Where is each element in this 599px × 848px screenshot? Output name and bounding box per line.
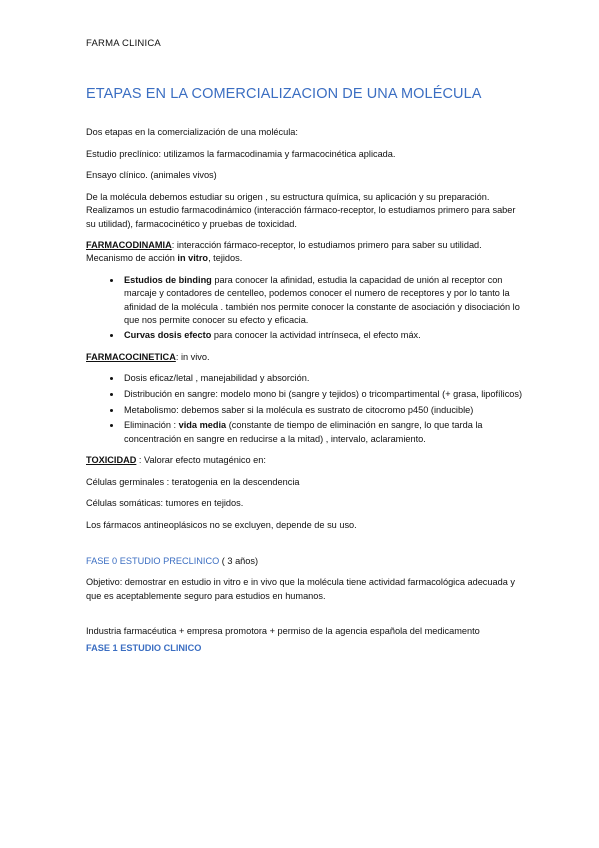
farmacodinamia-text: : interacción fármaco-receptor, lo estudiamos primero para saber su utilidad. Mecanismo de acción: [86, 240, 482, 264]
list-item-text: para conocer la actividad intrínseca, el efecto máx.: [211, 330, 421, 341]
paragraph-ensayo: Ensayo clínico. (animales vivos): [86, 170, 217, 181]
list-item: • Distribución en sangre: modelo mono bi (sangre y tejidos) o tricompartimental (+ grasa, lipofílicos): [122, 388, 526, 401]
paragraph-somaticas: Células somáticas: tumores en tejidos.: [86, 498, 244, 509]
heading-fase-0: [86, 555, 526, 568]
farmacocinetica-list: [86, 372, 526, 446]
fase-0-label: FASE 0 ESTUDIO PRECLINICO: [86, 555, 220, 566]
farmacodinamia-list: [86, 274, 526, 343]
list-item: • Metabolismo: debemos saber si la molécula es sustrato de citocromo p450 (inducible): [122, 404, 526, 417]
list-item: [122, 274, 526, 327]
paragraph-farmacodinamia: [86, 239, 526, 265]
farmacodinamia-text-end: , tejidos.: [208, 253, 243, 264]
document-body: [86, 126, 526, 664]
fase-0-duration: ( 3 años): [219, 555, 259, 566]
list-item-bold: Estudios de binding: [124, 275, 212, 286]
paragraph-molecula: De la molécula debemos estudiar su origen , su estructura química, su aplicación y su preparación. Realizamos un estudio farmacodinámico (interacción fármaco-receptor, lo estudiamos primero para saber su utilidad), farmacocinético y pruebas de toxicidad.: [86, 192, 516, 229]
list-item: • Dosis eficaz/letal , manejabilidad y absorción.: [122, 372, 526, 385]
paragraph-farmacocinetica: [86, 351, 526, 364]
list-item-bold: Curvas dosis efecto: [124, 330, 212, 341]
term-farmacocinetica: FARMACOCINETICA: [86, 351, 176, 362]
heading-fase-1: FASE 1 ESTUDIO CLINICO: [86, 643, 202, 654]
paragraph-intro: Dos etapas en la comercialización de una molécula:: [86, 127, 298, 137]
list-item-text: para conocer la afinidad, estudia la capacidad de unión al receptor con marcaje y contadores de centelleo, podemos conocer el numero de receptores y por lo tanto la afinidad de la molécula . también nos permite conocer la constante de asociación y disociación lo que nos permite conocer su efecto y eficacia.: [124, 275, 520, 325]
paragraph-antineoplasicos: Los fármacos antineoplásicos no se excluyen, depende de su uso.: [86, 519, 357, 530]
list-item-bold: vida media: [178, 420, 227, 431]
list-item-text: (constante de tiempo de eliminación en sangre, lo que tarda la concentración en sangre en reducirse a la mitad) , intervalo, aclaramiento.: [124, 420, 483, 444]
list-item: [122, 419, 526, 445]
term-toxicidad: TOXICIDAD: [86, 454, 137, 465]
paragraph-objetivo: Objetivo: demostrar en estudio in vitro e in vivo que la molécula tiene actividad farmacológica adecuada y que es aceptablemente seguro para estudios en humanos.: [86, 577, 515, 601]
paragraph-toxicidad: [86, 454, 526, 467]
paragraph-preclinico: Estudio preclínico: utilizamos la farmacodinamia y farmacocinética aplicada.: [86, 148, 396, 159]
paragraph-industria: Industria farmacéutica + empresa promotora + permiso de la agencia española del medicamento: [86, 626, 480, 637]
term-farmacodinamia: FARMACODINAMIA: [86, 240, 172, 251]
toxicidad-text: : Valorar efecto mutagénico en:: [136, 454, 266, 465]
list-item: [122, 329, 526, 342]
farmacocinetica-text: : in vivo.: [175, 351, 210, 362]
page-header: FARMA CLINICA: [86, 38, 161, 49]
paragraph-germinales: Células germinales : teratogenia en la descendencia: [86, 476, 300, 487]
farmacodinamia-bold: in vitro: [177, 253, 209, 264]
list-item-text: Eliminación :: [124, 420, 179, 431]
document-title: ETAPAS EN LA COMERCIALIZACION DE UNA MOLÉCULA: [86, 86, 482, 102]
